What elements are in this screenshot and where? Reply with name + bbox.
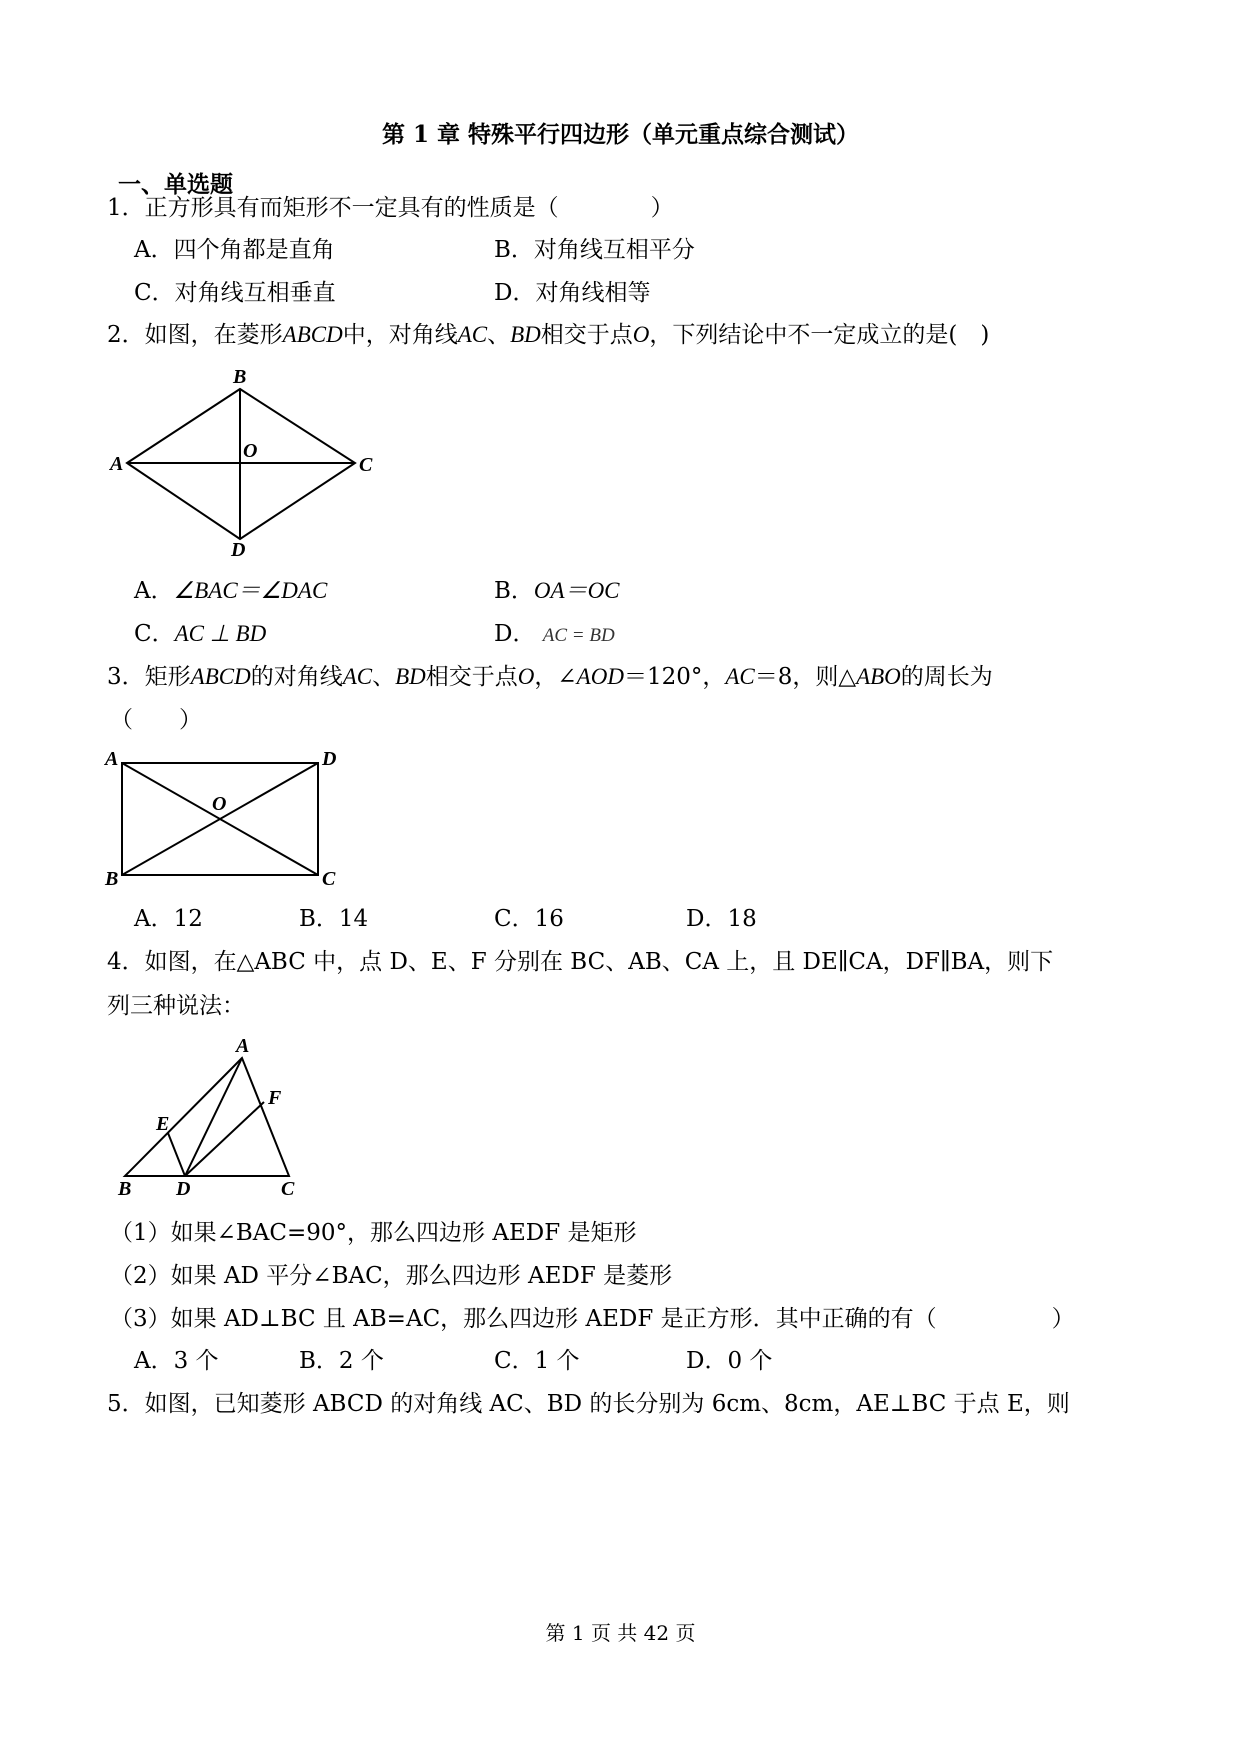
q2-option-a-label: A． — [134, 578, 174, 604]
q1-option-d: D．对角线相等 — [494, 280, 651, 306]
center-label-o: O — [243, 440, 258, 462]
rectangle-figure — [100, 740, 400, 900]
q2-stem — [107, 320, 989, 350]
point-label-e: E — [156, 1113, 170, 1135]
q2-option-d — [494, 619, 615, 651]
q3-stem-text: 的周长为 — [900, 664, 993, 690]
vertex-label-b: B — [105, 868, 119, 890]
q3-option-d: D．18 — [686, 906, 757, 932]
q2-option-c-math: AC ⊥ BD — [174, 621, 267, 646]
q4-option-b: B．2 个 — [299, 1348, 384, 1374]
q2-option-b-label: B． — [494, 578, 534, 604]
q2-stem-text: 中，对角线 — [342, 322, 458, 348]
q3-stem-math: BD — [395, 664, 426, 689]
q1-stem: 1．正方形具有而矩形不一定具有的性质是（ ） — [107, 195, 674, 221]
q2-stem-text: 2．如图，在菱形 — [107, 322, 283, 348]
vertex-label-d: D — [231, 539, 246, 561]
q3-option-a: A．12 — [134, 906, 203, 932]
segment-de — [168, 1133, 185, 1176]
vertex-label-d: D — [322, 748, 337, 770]
q2-stem-math: BD — [510, 322, 541, 347]
q2-stem-math: ABCD — [282, 322, 343, 347]
q4-option-a: A．3 个 — [134, 1348, 219, 1374]
q1-option-a: A．四个角都是直角 — [134, 237, 335, 263]
vertex-label-a: A — [236, 1035, 250, 1057]
q2-option-c-label: C． — [134, 621, 175, 647]
q2-option-b-math: OA＝OC — [533, 578, 620, 603]
q3-stem-math: O — [517, 664, 535, 689]
vertex-label-b: B — [118, 1178, 132, 1200]
q1-option-c: C．对角线互相垂直 — [134, 280, 336, 306]
q3-stem-text: ＝8，则△ — [754, 664, 857, 690]
q4-stem-line-1: 4．如图，在△ABC 中，点 D、E、F 分别在 BC、AB、CA 上，且 DE∥CA，DF∥BA，则下 — [107, 949, 1054, 975]
q2-option-a — [134, 576, 327, 606]
q2-stem-math: O — [632, 322, 650, 347]
triangle-figure — [100, 1030, 320, 1205]
point-label-d: D — [176, 1178, 191, 1200]
vertex-label-c: C — [322, 868, 336, 890]
q3-stem-text: 、 — [372, 664, 396, 690]
q5-stem: 5．如图，已知菱形 ABCD 的对角线 AC、BD 的长分别为 6cm、8cm，AE⊥BC 于点 E，则 — [107, 1391, 1070, 1417]
q2-stem-math: AC — [457, 322, 488, 347]
vertex-label-a: A — [105, 748, 119, 770]
vertex-label-b: B — [233, 366, 247, 388]
q4-option-d: D．0 个 — [686, 1348, 773, 1374]
point-label-f: F — [268, 1087, 282, 1109]
segment-ad — [185, 1058, 242, 1176]
triangle-abc — [125, 1058, 289, 1176]
center-label-o: O — [212, 793, 227, 815]
q3-stem-math: ABO — [856, 664, 901, 689]
page-title: 第 1 章 特殊平行四边形（单元重点综合测试） — [381, 121, 860, 148]
q4-option-c: C．1 个 — [494, 1348, 580, 1374]
q3-option-b: B．14 — [299, 906, 369, 932]
q2-option-a-math: ∠BAC＝∠DAC — [173, 578, 328, 603]
q4-statement-2: （2）如果 AD 平分∠BAC，那么四边形 AEDF 是菱形 — [110, 1263, 673, 1289]
vertex-label-a: A — [110, 453, 124, 475]
q3-stem — [107, 662, 993, 692]
q3-stem-text: ＝120°， — [623, 664, 726, 690]
q3-stem-math: AOD — [576, 664, 624, 689]
q3-stem-text: 相交于点 — [425, 664, 518, 690]
q3-stem-math: ABCD — [190, 664, 251, 689]
vertex-label-c: C — [281, 1178, 295, 1200]
q2-stem-text: 、 — [487, 322, 511, 348]
q3-stem-text: ，∠ — [534, 664, 577, 690]
q3-stem-math: AC — [725, 664, 755, 689]
q2-stem-text: 相交于点 — [540, 322, 633, 348]
q3-stem-text: 的对角线 — [250, 664, 343, 690]
q3-stem-text: 3．矩形 — [107, 664, 191, 690]
q3-stem-math: AC — [342, 664, 373, 689]
q3-option-c: C．16 — [494, 906, 564, 932]
q2-option-b — [494, 576, 620, 606]
q1-option-b: B．对角线互相平分 — [494, 237, 695, 263]
q2-option-c — [134, 619, 266, 649]
q4-stem-line-2: 列三种说法： — [107, 993, 245, 1019]
rhombus-figure — [100, 360, 400, 565]
q2-stem-text: ，下列结论中不一定成立的是( ) — [649, 322, 990, 348]
vertex-label-c: C — [359, 454, 373, 476]
section-heading: 一、单选题 — [118, 171, 233, 198]
page-footer: 第 1 页 共 42 页 — [545, 1621, 696, 1645]
q2-option-d-math: AC = BD — [542, 625, 615, 646]
q4-statement-1: （1）如果∠BAC=90°，那么四边形 AEDF 是矩形 — [110, 1220, 637, 1246]
q4-statement-3: （3）如果 AD⊥BC 且 AB=AC，那么四边形 AEDF 是正方形．其中正确的有（ ） — [110, 1306, 1075, 1332]
q3-answer-paren: （ ） — [110, 707, 202, 733]
q2-option-d-label: D． — [494, 621, 536, 647]
segment-df — [185, 1102, 264, 1176]
